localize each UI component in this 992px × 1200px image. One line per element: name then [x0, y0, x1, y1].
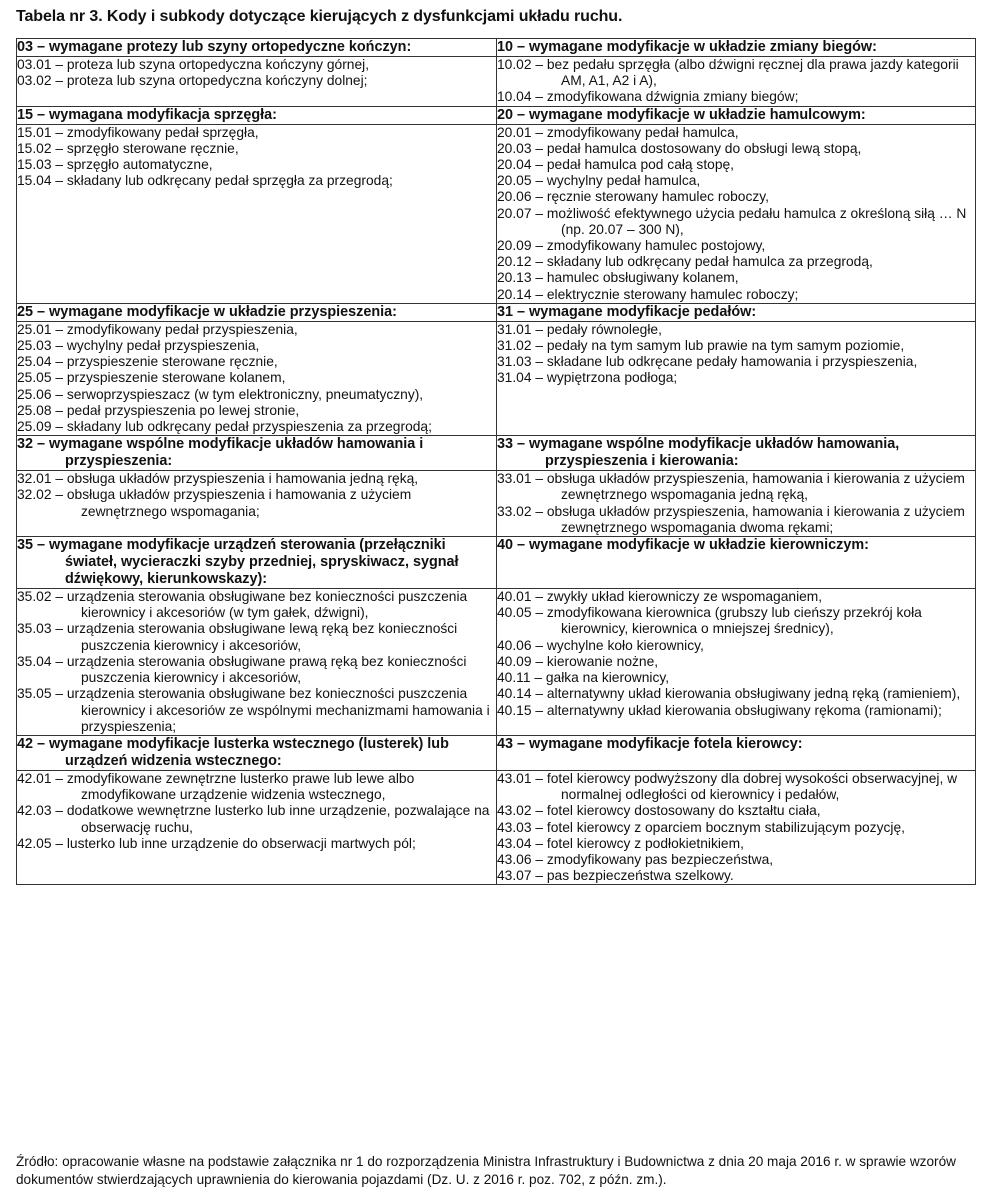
table-header-row	[17, 436, 976, 471]
subcode-list	[497, 57, 976, 107]
code-group-header	[497, 303, 976, 321]
subcode-item: 42.01 – zmodyfikowane zewnętrzne lusterko prawe lub lewe albo zmodyfikowane urządzenie widzenia wstecznego,	[17, 770, 415, 803]
subcode-item: 20.01 – zmodyfikowany pedał hamulca,	[497, 124, 739, 140]
code-group-header	[17, 735, 497, 770]
subcode-item: 35.05 – urządzenia sterowania obsługiwane bez konieczności puszczenia kierownicy i akcesoriów ze wspólnymi mechanizmami hamowania i przyspieszenia;	[17, 686, 490, 734]
subcode-list	[497, 124, 976, 303]
subcode-list	[497, 770, 976, 884]
subcode-item: 20.05 – wychylny pedał hamulca,	[497, 173, 701, 189]
table-header-row	[17, 537, 976, 589]
subcode-item: 31.02 – pedały na tym samym lub prawie na tym samym poziomie,	[497, 338, 905, 354]
subcode-item: 32.02 – obsługa układów przyspieszenia i hamowania z użyciem zewnętrznego wspomagania;	[17, 487, 412, 519]
subcode-item: 10.04 – zmodyfikowana dźwignia zmiany biegów;	[497, 89, 799, 105]
code-group-title: 03 – wymagane protezy lub szyny ortopedyczne kończyn:	[17, 39, 412, 55]
subcode-item: 15.01 – zmodyfikowany pedał sprzęgła,	[17, 124, 259, 140]
table-body-row	[17, 589, 976, 736]
table-body-row	[17, 57, 976, 107]
subcode-item: 20.12 – składany lub odkręcany pedał hamulca za przegrodą,	[497, 254, 873, 270]
subcode-item: 43.03 – fotel kierowcy z oparciem bocznym stabilizującym pozycję,	[497, 819, 905, 835]
subcode-item: 35.02 – urządzenia sterowania obsługiwane bez konieczności puszczenia kierownicy i akcesoriów (w tym gałek, dźwigni),	[17, 589, 468, 621]
code-group-header	[17, 436, 497, 471]
code-group-title: 42 – wymagane modyfikacje lusterka wstecznego (lusterek) lub urządzeń widzenia wstecznego:	[17, 735, 449, 769]
subcode-item: 42.05 – lusterko lub inne urządzenie do obserwacji martwych pól;	[17, 835, 416, 851]
subcode-item: 03.02 – proteza lub szyna ortopedyczna kończyny dolnej;	[17, 73, 368, 89]
subcode-list	[17, 589, 497, 736]
codes-table	[16, 38, 976, 885]
subcode-item: 40.01 – zwykły układ kierowniczy ze wspomaganiem,	[497, 589, 823, 605]
subcode-list	[497, 589, 976, 736]
table-header-row	[17, 39, 976, 57]
table-header-row	[17, 106, 976, 124]
subcode-item: 20.14 – elektrycznie sterowany hamulec roboczy;	[497, 286, 799, 302]
subcode-item: 40.06 – wychylne koło kierownicy,	[497, 637, 704, 653]
code-group-title: 15 – wymagana modyfikacja sprzęgła:	[17, 106, 277, 123]
subcode-item: 25.03 – wychylny pedał przyspieszenia,	[17, 338, 260, 354]
subcode-item: 20.09 – zmodyfikowany hamulec postojowy,	[497, 238, 766, 254]
subcode-item: 15.04 – składany lub odkręcany pedał sprzęgła za przegrodą;	[17, 173, 393, 189]
table-body-row	[17, 321, 976, 435]
subcode-item: 20.04 – pedał hamulca pod całą stopę,	[497, 157, 735, 173]
subcode-item: 20.07 – możliwość efektywnego użycia pedału hamulca z określoną siłą … N (np. 20.07 – 300 N),	[497, 205, 967, 237]
code-group-title: 32 – wymagane wspólne modyfikacje układów hamowania i przyspieszenia:	[17, 436, 424, 470]
code-group-title: 33 – wymagane wspólne modyfikacje układów hamowania, przyspieszenia i kierowania:	[497, 436, 900, 470]
subcode-item: 35.03 – urządzenia sterowania obsługiwane lewą ręką bez konieczności puszczenia kierownicy i akcesoriów,	[17, 621, 458, 653]
code-group-title: 25 – wymagane modyfikacje w układzie przyspieszenia:	[17, 303, 397, 320]
subcode-item: 25.04 – przyspieszenie sterowane ręcznie,	[17, 354, 278, 370]
table-body-row	[17, 124, 976, 303]
subcode-item: 25.08 – pedał przyspieszenia po lewej stronie,	[17, 402, 300, 418]
subcode-item: 10.02 – bez pedału sprzęgła (albo dźwigni ręcznej dla prawa jazdy kategorii AM, A1, A2 i A),	[497, 57, 959, 89]
code-group-title: 40 – wymagane modyfikacje w układzie kierowniczym:	[497, 537, 869, 554]
subcode-item: 43.06 – zmodyfikowany pas bezpieczeństwa,	[497, 851, 774, 867]
subcode-item: 25.09 – składany lub odkręcany pedał przyspieszenia za przegrodą;	[17, 419, 432, 435]
code-group-header	[497, 106, 976, 124]
subcode-item: 33.01 – obsługa układów przyspieszenia, hamowania i kierowania z użyciem zewnętrznego wspomagania jedną ręką,	[497, 471, 965, 503]
table-caption: Tabela nr 3. Kody i subkody dotyczące kierujących z dysfunkcjami układu ruchu.	[16, 8, 623, 25]
code-group-header	[17, 537, 497, 589]
subcode-item: 43.02 – fotel kierowcy dostosowany do kształtu ciała,	[497, 803, 821, 819]
subcode-item: 15.02 – sprzęgło sterowane ręcznie,	[17, 140, 239, 156]
code-group-header	[497, 39, 976, 57]
subcode-item: 43.07 – pas bezpieczeństwa szelkowy.	[497, 868, 734, 884]
code-group-header	[497, 735, 976, 770]
subcode-item: 25.06 – serwoprzyspieszacz (w tym elektroniczny, pneumatyczny),	[17, 386, 424, 402]
subcode-list	[17, 770, 497, 884]
table-body-row	[17, 471, 976, 537]
table-header-row	[17, 735, 976, 770]
code-group-title: 20 – wymagane modyfikacje w układzie hamulcowym:	[497, 106, 866, 123]
subcode-item: 31.04 – wypiętrzona podłoga;	[497, 370, 678, 386]
subcode-item: 31.03 – składane lub odkręcane pedały hamowania i przyspieszenia,	[497, 354, 918, 370]
code-group-header	[17, 39, 497, 57]
subcode-item: 15.03 – sprzęgło automatyczne,	[17, 157, 213, 173]
code-group-header	[17, 106, 497, 124]
table-header-row	[17, 303, 976, 321]
subcode-list	[17, 124, 497, 303]
subcode-item: 40.15 – alternatywny układ kierowania obsługiwany rękoma (ramionami);	[497, 702, 942, 718]
table-body-row	[17, 770, 976, 884]
code-group-title: 10 – wymagane modyfikacje w układzie zmiany biegów:	[497, 39, 877, 55]
code-group-title: 43 – wymagane modyfikacje fotela kierowcy:	[497, 735, 803, 752]
code-group-title: 31 – wymagane modyfikacje pedałów:	[497, 303, 757, 320]
code-group-header	[497, 537, 976, 589]
subcode-item: 03.01 – proteza lub szyna ortopedyczna kończyny górnej,	[17, 57, 370, 72]
source-note: Źródło: opracowanie własne na podstawie załącznika nr 1 do rozporządzenia Ministra Infrastruktury i Budownictwa z dnia 20 maja 2016 r. w sprawie wzorów dokumentów stwierdzających uprawnienia do kierowania pojazdami (Dz. U. z 2016 r. poz. 702, z późn. zm.).	[16, 1154, 956, 1187]
subcode-list	[17, 57, 497, 107]
subcode-list	[497, 471, 976, 537]
subcode-list	[17, 471, 497, 537]
subcode-item: 40.11 – gałka na kierownicy,	[497, 670, 670, 686]
subcode-item: 20.06 – ręcznie sterowany hamulec roboczy,	[497, 189, 769, 205]
subcode-list	[497, 321, 976, 435]
code-group-header	[17, 303, 497, 321]
subcode-item: 33.02 – obsługa układów przyspieszenia, hamowania i kierowania z użyciem zewnętrznego wspomagania dwoma rękami;	[497, 503, 965, 535]
subcode-item: 31.01 – pedały równoległe,	[497, 321, 662, 337]
code-group-title: 35 – wymagane modyfikacje urządzeń sterowania (przełączniki świateł, wycieraczki szyby przedniej, spryskiwacz, sygnał dźwiękowy, kierunkowskazy):	[17, 537, 459, 588]
subcode-item: 20.13 – hamulec obsługiwany kolanem,	[497, 270, 739, 286]
subcode-item: 43.01 – fotel kierowcy podwyższony dla dobrej wysokości obserwacyjnej, w normalnej odległości od kierownicy i pedałów,	[497, 770, 958, 803]
subcode-item: 25.05 – przyspieszenie sterowane kolanem,	[17, 370, 286, 386]
subcode-item: 35.04 – urządzenia sterowania obsługiwane prawą ręką bez konieczności puszczenia kierownicy i akcesoriów,	[17, 653, 467, 686]
subcode-item: 25.01 – zmodyfikowany pedał przyspieszenia,	[17, 321, 298, 337]
subcode-item: 32.01 – obsługa układów przyspieszenia i hamowania jedną ręką,	[17, 471, 419, 487]
subcode-item: 40.09 – kierowanie nożne,	[497, 653, 659, 669]
subcode-list	[17, 321, 497, 435]
code-group-header	[497, 436, 976, 471]
subcode-item: 42.03 – dodatkowe wewnętrzne lusterko lub inne urządzenie, pozwalające na obserwację ruchu,	[17, 803, 490, 835]
subcode-item: 40.14 – alternatywny układ kierowania obsługiwany jedną ręką (ramieniem),	[497, 686, 961, 702]
subcode-item: 40.05 – zmodyfikowana kierownica (grubszy lub cieńszy przekrój koła kierownicy, kierownica o mniejszej średnicy),	[497, 605, 922, 637]
subcode-item: 20.03 – pedał hamulca dostosowany do obsługi lewą stopą,	[497, 140, 862, 156]
subcode-item: 43.04 – fotel kierowcy z podłokietnikiem,	[497, 835, 744, 851]
